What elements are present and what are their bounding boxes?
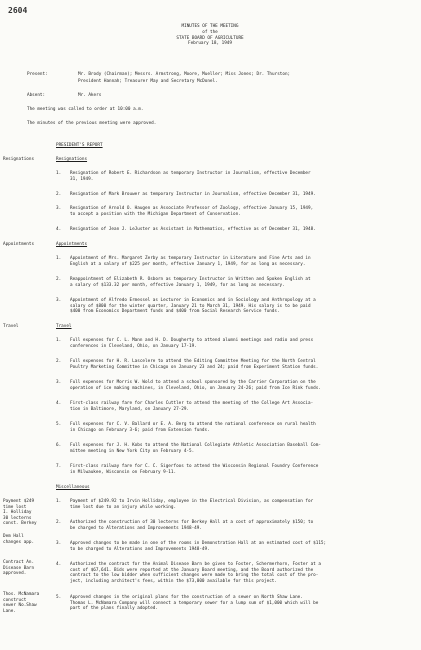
header-title: MINUTES OF THE MEETING [181,24,239,29]
present-line-2: President Hannah; Treasurer May and Secretary McDonel. [78,79,218,84]
presidents-report-heading: PRESIDENT'S REPORT [56,143,103,148]
travel-heading: Travel [56,324,72,329]
margin-note-payment: Payment $249 time lost I. Holliday 30 lecterns const. Berkey [3,499,37,527]
margin-note-contract: Contract An. Disease Barn approved. [3,560,35,577]
margin-note-mcnamara: Thos. McNamara construct sewer No.Shaw Lane. [3,592,40,614]
minutes-approved: The minutes of the previous meeting were approved. [27,121,157,126]
absent-label: Absent: [27,93,46,98]
margin-note-dem-hall: Dem Hall changes app. [3,534,35,545]
absent-text: Mr. Akers [78,93,102,98]
margin-appointments: Appointments [3,242,35,247]
present-label: Present: [27,72,48,77]
appointments-heading: Appointments [56,242,88,247]
minutes-header [120,24,300,47]
resignations-heading: Resignations [56,157,88,162]
margin-travel: Travel [3,324,19,329]
present-line-1: Mr. Brody (Chairman); Messrs. Armstrong, Moore, Mueller; Miss Jones; Dr. Thurston; [78,72,291,77]
header-of: of the [202,29,218,35]
header-board: STATE BOARD OF AGRICULTURE [176,35,244,41]
called-to-order: The meeting was called to order at 10:00 a.m. [27,107,144,112]
misc-heading: Miscellaneous [56,485,90,490]
minutes-page: 2604 MINUTES OF THE MEETING of the STATE BOARD OF AGRICULTURE February 18, 1949 Present: Mr. Brody (Chairman); Messrs. Armstrong, Moore, Mueller; Miss Jones; Dr. Thurston; President Hannah; Treasurer May and Secretary McDonel. Absent: Mr. Akers The meeting was called to order at 10:00 a.m. The minutes of the previous meeting were approved. PRESIDENT'S REPORT Resignations Resignations 1. Resignation of Robert E. Richardson as temporary Instructor in Journalism, effective December 31, 1949. 2. Resignation of Mark Brouwer as temporary Instructor in Journalism, effective December 31, 1949. 3. Resignation of Arnold O. Haugen as Associate Professor of Zoology, effective January 15, 1949, to accept a position with the Michigan Department of Conservation. 4. Resignation of Jean J. LeJuster as Assistant in Mathematics, effective as of December 31, 1948. Appointments Appointments 1. Appointment of Mrs. Margaret Zerby as temporary Instructor in Literature and Fine Arts and in English at a salary of $225 per month, effective January 1, 1949, for as long as necessary. 2. Reappointment of Elizabeth R. Osborn as temporary Instructor in Written and Spoken English at a salary of $133.32 per month, effective January 1, 1949, for as long as necessary. 3. Appointment of Alfredo Ermessel as Lecturer in Economics and in Sociology and Anthropology at a salary of $800 for the winter quarter, January 21 to March 31, 1949. His salary is to be paid $400 from Economics Department funds and $400 from Social Research Service funds. Travel Travel 1. Full expenses for C. L. Mann and H. D. Dougherty to attend alumni meetings and radio and press conferences in Cleveland, Ohio, on January 17-19. 2. Full expenses for H. R. Lascelere to attend the Editing Committee Meeting for the North Central Poultry Marketing Committee in Chicago on January 23 and 24; paid from Experiment Station funds. 3. Full expenses for Morris W. Wold to attend a school sponsored by the Carrier Corporation on the operation of ice making machines, in Cleveland, Ohio, on January 24-26; paid from Ice Rink funds. 4. First-class railway fare for Charles Cuttler to attend the meeting of the College Art Associa- tion in Baltimore, Maryland, on January 27-29. 5. Full expenses for C. V. Ballard or E. A. Berg to attend the national conference on rural health in Chicago on February 3-6; paid from Extension funds. 6. Full expenses for J. H. Kobs to attend the National Collegiate Athletic Association Baseball Com- mittee meeting in New York City on February 4-5. 7. First-class railway fare for C. C. Sigerfoos to attend the Wisconsin Regional Foundry Conference in Milwaukee, Wisconsin on February 9-11. Miscellaneous Payment $249 time lost I. Holliday 30 lecterns const. Berkey 1. Payment of $249.92 to Irvin Holliday, employee in the Electrical Division, as compensation for time lost due to an injury while working. 2. Authorized the construction of 30 lecterns for Berkey Hall at a cost of approximately $150; to be charged to Alterations and Improvements 1948-49. Dem Hall changes app. 3. Approved changes to be made in one of the rooms in Demonstration Hall at an estimated cost of $115; to be charged to Alterations and Improvements 1948-49. Contract An. Disease Barn approved. 4. Authorized the contract for the Animal Disease Barn be given to Foster, Schermerhorn, Foster at a cost of $67,641. Bids were reported at the January Board meeting, and the Board authorized the contract to the low bidder when sufficient changes were made to bring the total cost of the pro- ject, including architect's fees, within the $73,000 available for this project. Thos. McNamara construct sewer No.Shaw Lane. 5. Approved changes in the original plans for the construction of a sewer on North Shaw Lane. Thomas L. McNamara Company will connect a temporary sewer for a lump sum of $1,000 which will be part of the plans finally adopted. [0,0,421,650]
header-date: February 18, 1949 [188,41,232,47]
margin-resignations: Resignations [3,157,35,162]
page-number: 2604 [8,6,28,15]
